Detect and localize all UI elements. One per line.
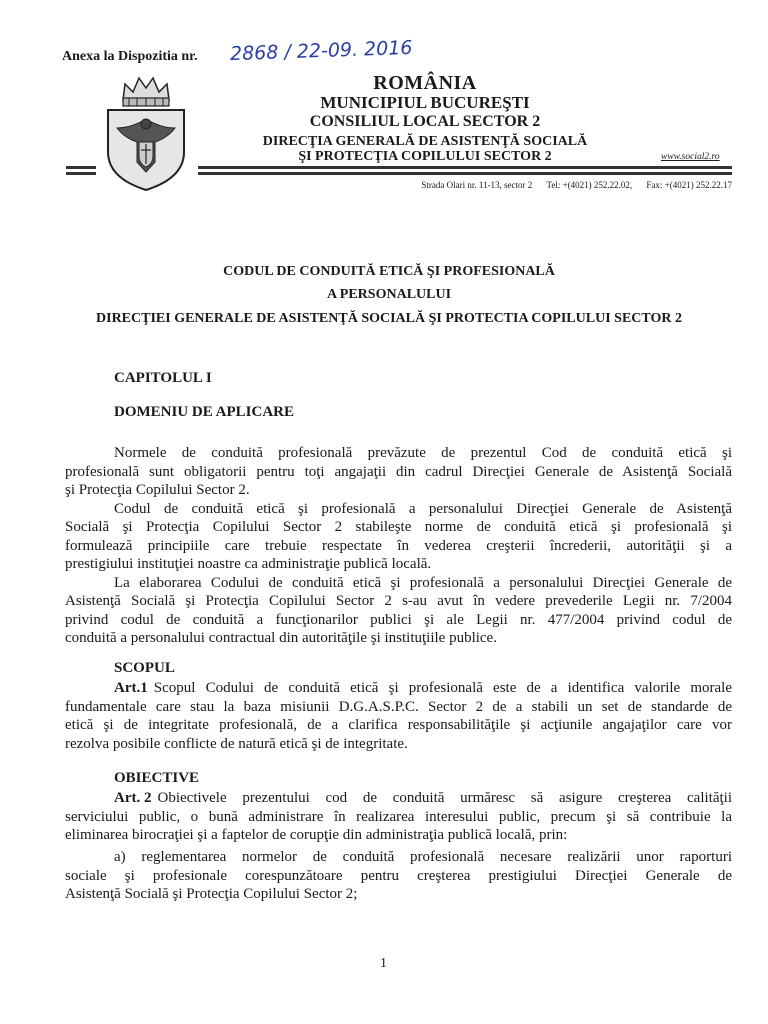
- contact-line: [198, 180, 732, 190]
- paragraph-line: Obiectivele prezentului cod de conduită urmăresc să asigure creşterea calităţii: [157, 790, 732, 806]
- header-rule: [66, 172, 96, 175]
- annex-handwritten-number: 2868 / 22-09. 2016: [229, 36, 413, 66]
- document-title-line3: DIRECŢIEI GENERALE DE ASISTENŢĂ SOCIALĂ ŞI PROTECTIA COPILULUI SECTOR 2: [96, 311, 682, 326]
- paragraph-line: privind codul de conduită a funcţionarilor publici şi ale Legii nr. 477/2004 privind codul de: [65, 612, 732, 628]
- header-municipality: MUNICIPIUL BUCUREŞTI: [320, 93, 530, 112]
- paragraph-line: Socială şi Protecţia Copilului Sector 2 stabileşte norme de conduită etică şi profesională şi: [65, 519, 732, 535]
- header-rule: [66, 166, 96, 169]
- article-1-first-line: [114, 679, 732, 698]
- paragraph-line: Asistenţă Socială şi Protecţia Copilului Sector 2 s-au avut în vedere prevederile Legii nr. 7/2004: [65, 593, 732, 609]
- domain-heading: DOMENIU DE APLICARE: [114, 404, 295, 420]
- coat-of-arms-icon: [103, 70, 189, 192]
- article-2-first-line: [114, 789, 732, 808]
- paragraph-line: rezolva posibile conflicte de natură etică şi de integritate.: [65, 736, 408, 752]
- document-title-line1: CODUL DE CONDUITĂ ETICĂ ŞI PROFESIONALĂ: [223, 264, 555, 279]
- chapter-heading: CAPITOLUL I: [114, 370, 212, 386]
- list-item-line: a) reglementarea normelor de conduită profesională necesare realizării unor raporturi: [114, 849, 732, 865]
- paragraph-line: La elaborarea Codului de conduită etică şi profesională a personalului Direcţiei Generale de: [114, 575, 732, 591]
- paragraph-line: Scopul Codului de conduită etică şi profesională este de a identifica valorile morale: [153, 680, 732, 696]
- header-direction-line1: DIRECŢIA GENERALĂ DE ASISTENŢĂ SOCIALĂ: [262, 134, 588, 149]
- phone: Tel: +(4021) 252.22.02,: [546, 180, 633, 190]
- annex-label: Anexa la Dispozitia nr.: [62, 49, 198, 64]
- header-rule: [198, 172, 732, 175]
- paragraph-line: formulează principiile care trebuie respectate în vederea creşterii încrederii, autorităţii şi a: [65, 538, 732, 554]
- paragraph-line: Normele de conduită profesională prevăzute de prezentul Cod de conduită etică şi: [114, 445, 732, 461]
- list-item-line: Asistenţă Socială şi Protecţia Copilului Sector 2;: [65, 886, 358, 902]
- paragraph-line: conduită a personalului contractual din autorităţile şi instituţiile publice.: [65, 630, 497, 646]
- paragraph-line: serviciului public, o bună administrare în realizarea interesului public, precum şi să contribuie la: [65, 809, 732, 825]
- header-council: CONSILIUL LOCAL SECTOR 2: [309, 113, 541, 130]
- list-item-line: sociale şi profesionale corespunzătoare pentru creşterea prestigiului Direcţiei Generale de: [65, 868, 732, 884]
- header-rule: [198, 166, 732, 169]
- paragraph-line: prestigiului instituţiei noastre ca administraţie publică locală.: [65, 556, 432, 572]
- paragraph-line: Codul de conduită etică şi profesională a personalului Direcţiei Generale de Asistenţă: [114, 501, 732, 517]
- article-1-label: Art.1: [114, 680, 148, 696]
- page-number: 1: [380, 956, 387, 971]
- paragraph-line: profesională sunt obligatorii pentru toţi angajaţii din cadrul Direcţiei Generale de Asistenţă Socială: [65, 464, 732, 480]
- address: Strada Olari nr. 11-13, sector 2: [421, 180, 533, 190]
- scope-heading: SCOPUL: [114, 660, 175, 676]
- objectives-heading: OBIECTIVE: [114, 770, 200, 786]
- document-title-line2: A PERSONALULUI: [326, 287, 452, 302]
- paragraph-line: eliminarea birocraţiei şi a faptelor de corupţie din administraţia publică locală, prin:: [65, 827, 568, 843]
- header-direction-line2: ŞI PROTECŢIA COPILULUI SECTOR 2: [298, 149, 552, 164]
- paragraph-line: etică şi de integritate profesională, de a clarifica responsabilităţile şi acţiunile angajaţilor care vor: [65, 717, 732, 733]
- paragraph-line: fundamentale care stau la baza misiunii D.G.A.S.P.C. Sector 2 de a stabili un set de standarde de: [65, 699, 732, 715]
- paragraph-line: şi Protecţia Copilului Sector 2.: [65, 482, 250, 498]
- article-2-label: Art. 2: [114, 790, 152, 806]
- header-country: ROMÂNIA: [373, 72, 477, 94]
- fax: Fax: +(4021) 252.22.17: [646, 180, 732, 190]
- website-link[interactable]: www.social2.ro: [661, 152, 720, 162]
